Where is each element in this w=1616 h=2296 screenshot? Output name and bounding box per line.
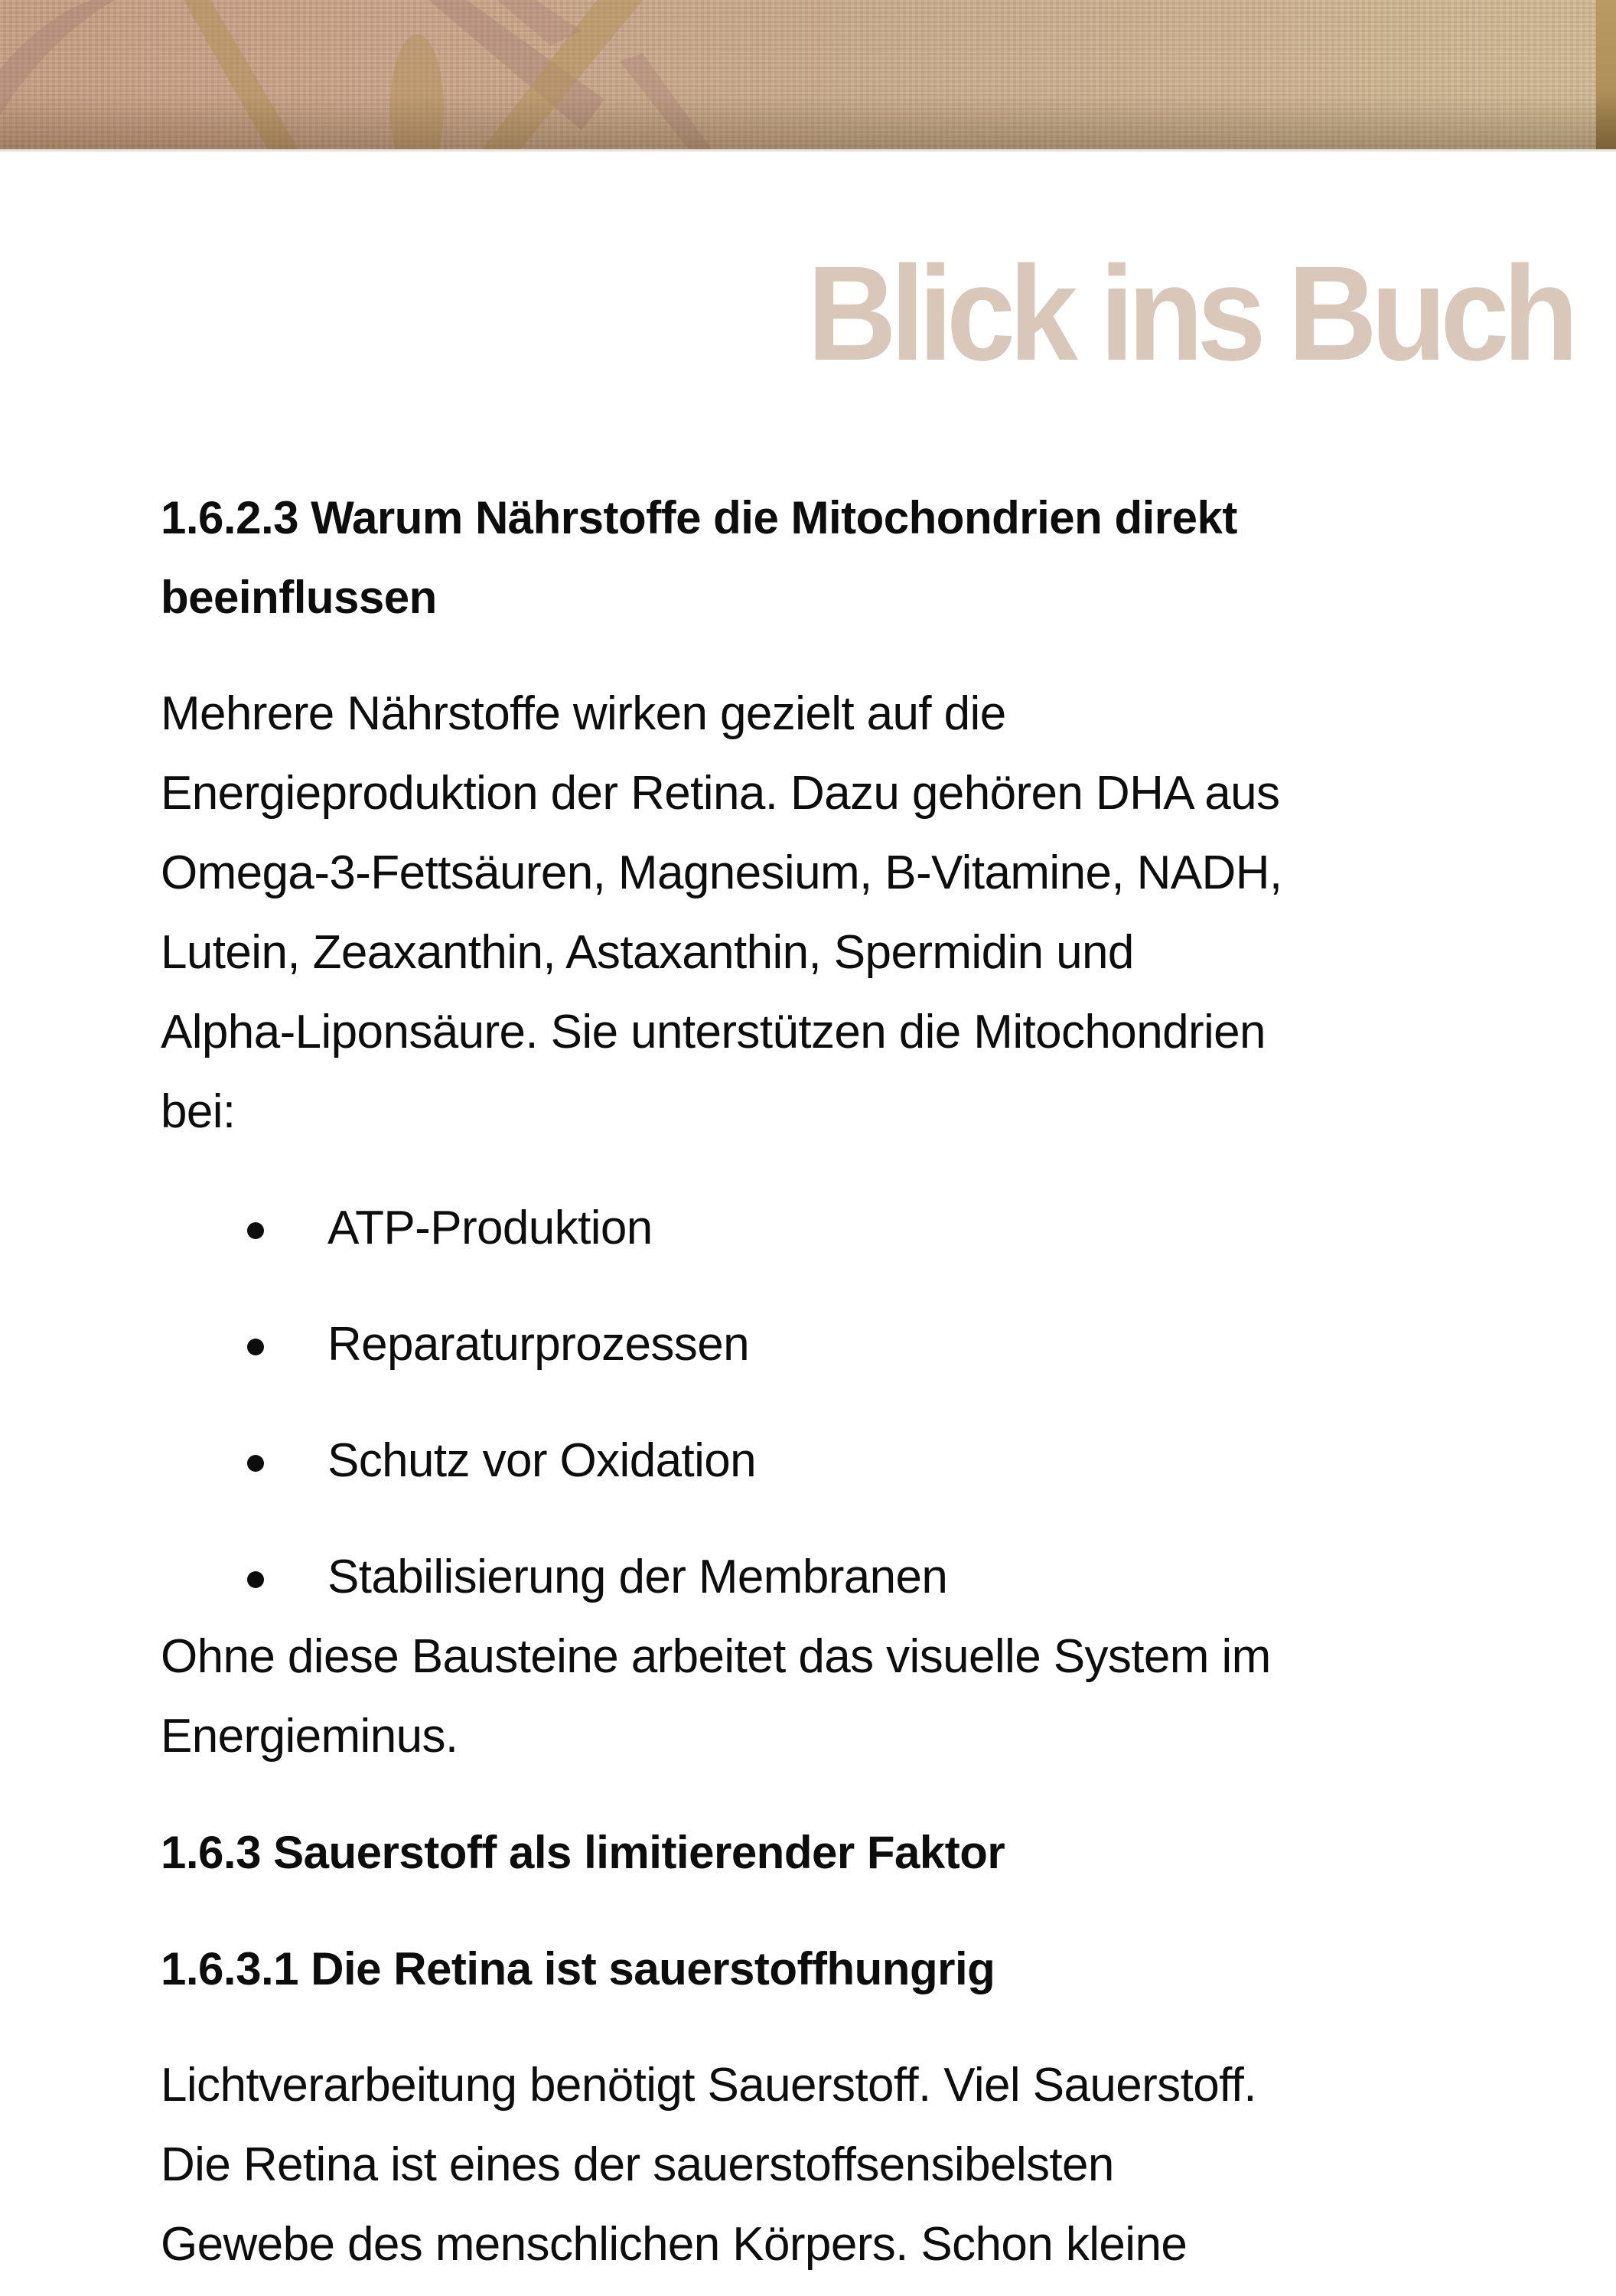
benefits-list xyxy=(161,1189,1507,1654)
banner-edge xyxy=(1596,0,1616,149)
text-line: Alpha-Liponsäure. Sie unterstützen die Mitochondrien xyxy=(161,1006,1266,1058)
banner-decoration-icon xyxy=(0,0,1616,149)
text-line: Lutein, Zeaxanthin, Astaxanthin, Spermidin und xyxy=(161,926,1134,979)
text-line: bei: xyxy=(161,1085,236,1138)
list-item-label: Stabilisierung der Membranen xyxy=(327,1551,948,1603)
list-item xyxy=(161,1189,1507,1305)
header-banner-image xyxy=(0,0,1616,149)
intro-paragraph xyxy=(161,674,1507,1152)
bullet-icon xyxy=(247,1339,264,1355)
heading-line: 1.6.2.3 Warum Nährstoffe die Mitochondrien direkt xyxy=(161,492,1237,543)
banner-divider xyxy=(0,149,1616,152)
bullet-icon xyxy=(247,1571,264,1588)
body-paragraph xyxy=(161,2046,1507,2285)
list-item xyxy=(161,1305,1507,1421)
text-line: Die Retina ist eines der sauerstoffsensibelsten xyxy=(161,2138,1114,2191)
bullet-icon xyxy=(247,1455,264,1472)
text-line: Energieproduktion der Retina. Dazu gehören DHA aus xyxy=(161,767,1280,820)
bullet-icon xyxy=(247,1222,264,1239)
book-excerpt xyxy=(161,478,1507,2285)
section-heading-1-6-3: 1.6.3 Sauerstoff als limitierender Faktor xyxy=(161,1827,1005,1878)
text-line: Energieminus. xyxy=(161,1710,458,1763)
list-item-label: Schutz vor Oxidation xyxy=(327,1434,757,1487)
list-item xyxy=(161,1421,1507,1538)
text-line: Mehrere Nährstoffe wirken gezielt auf die xyxy=(161,687,1006,740)
list-item-label: ATP-Produktion xyxy=(327,1202,653,1254)
heading-line: beeinflussen xyxy=(161,572,437,623)
text-line: Lichtverarbeitung benötigt Sauerstoff. Viel Sauerstoff. xyxy=(161,2059,1256,2112)
list-item xyxy=(161,1538,1507,1654)
section-heading-1-6-2-3 xyxy=(161,478,1507,638)
list-item-label: Reparaturprozessen xyxy=(327,1318,749,1371)
brand-title: Blick ins Buch xyxy=(807,239,1572,389)
section-heading-1-6-3-1: 1.6.3.1 Die Retina ist sauerstoffhungrig xyxy=(161,1943,995,1994)
text-line: Gewebe des menschlichen Körpers. Schon kleine xyxy=(161,2218,1188,2271)
text-line: Ohne diese Bausteine arbeitet das visuelle System im xyxy=(161,1630,1271,1683)
text-line: Omega-3-Fettsäuren, Magnesium, B-Vitamine, NADH, xyxy=(161,846,1282,899)
